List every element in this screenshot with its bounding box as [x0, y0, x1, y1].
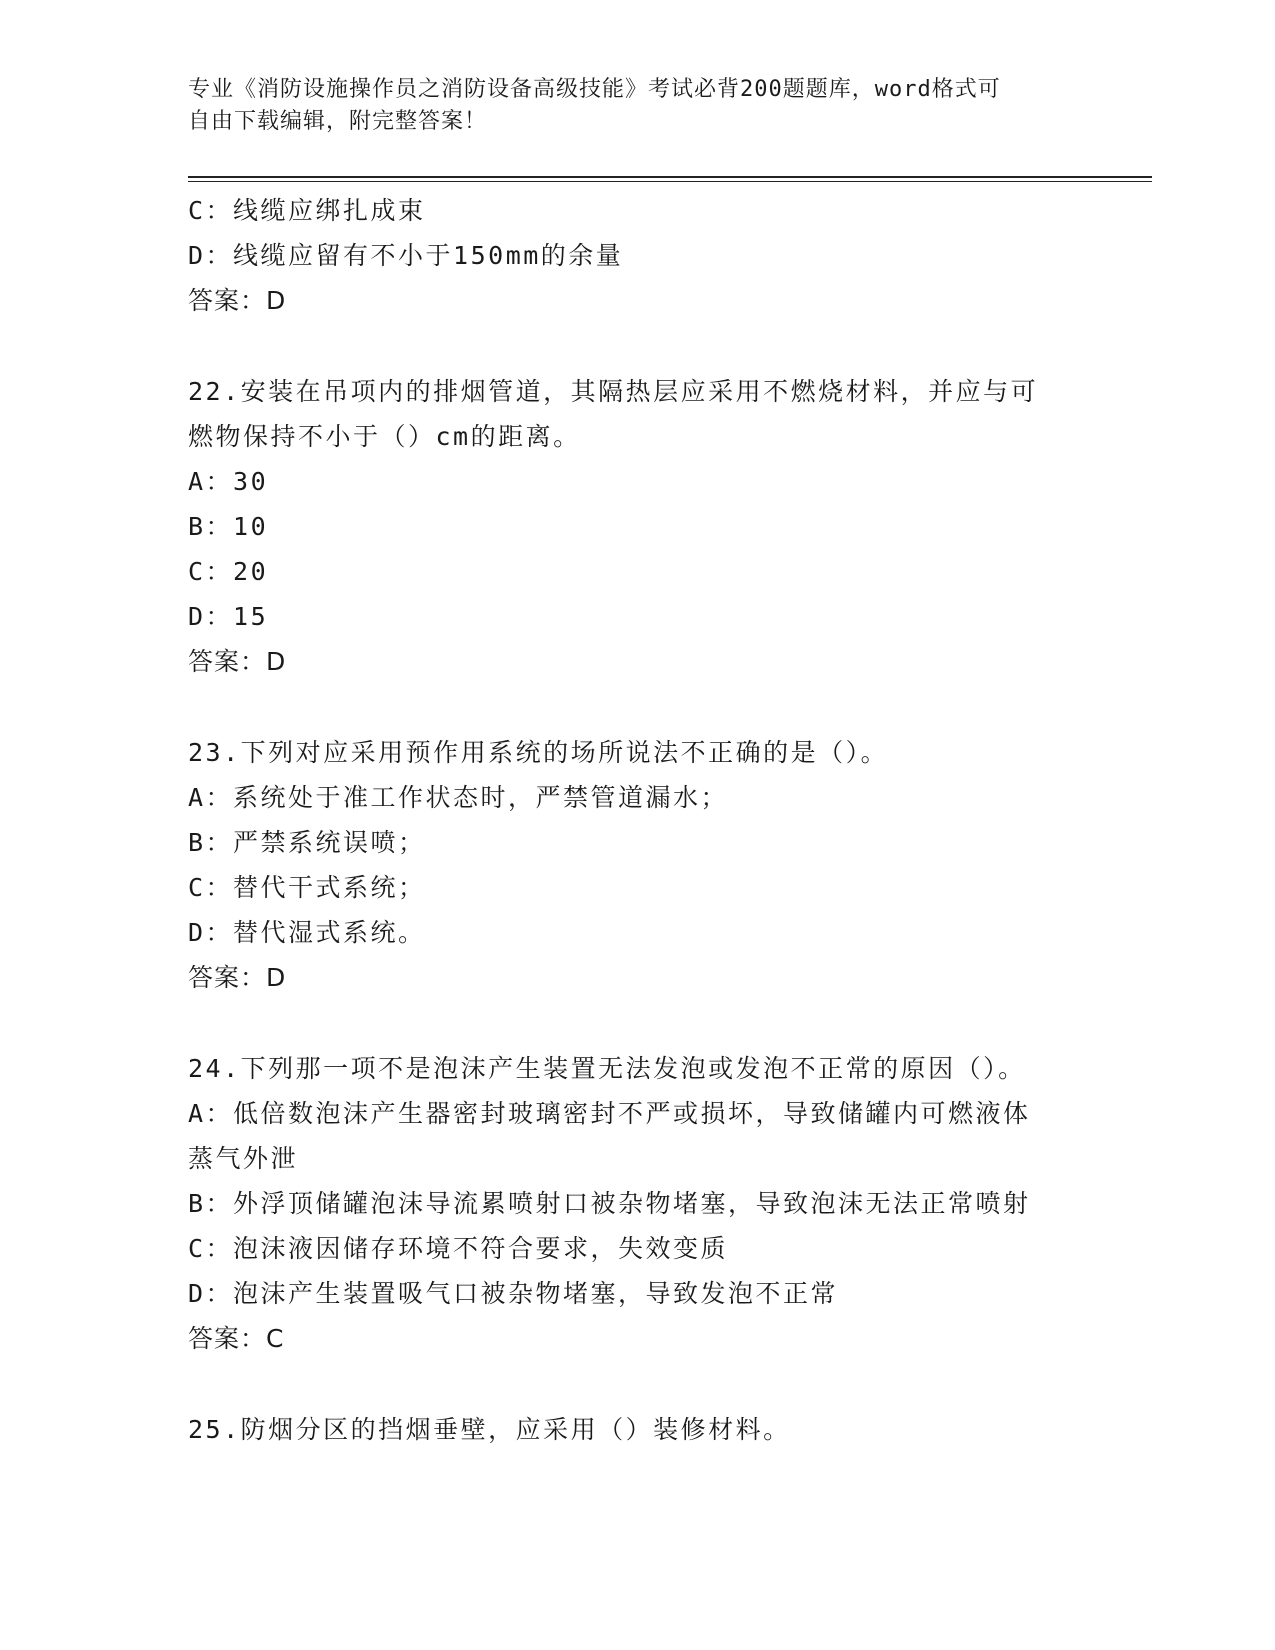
q22-option-d: D：15	[188, 602, 269, 631]
q23-answer: 答案：D	[188, 963, 287, 992]
q22-answer: 答案：D	[188, 647, 287, 676]
q24-option-a-line-2: 蒸气外泄	[188, 1144, 299, 1173]
q24-answer: 答案：C	[188, 1324, 285, 1353]
question-22	[188, 369, 1088, 684]
q22-stem-line-1: 22.安装在吊项内的排烟管道，其隔热层应采用不燃烧材料，并应与可	[188, 377, 1039, 406]
q24-option-b: B：外浮顶储罐泡沫导流累喷射口被杂物堵塞，导致泡沫无法正常喷射	[188, 1189, 1031, 1218]
q25-stem: 25.防烟分区的挡烟垂壁，应采用（）装修材料。	[188, 1415, 791, 1444]
q23-option-a: A：系统处于准工作状态时，严禁管道漏水；	[188, 783, 729, 812]
q23-option-c: C：替代干式系统；	[188, 873, 426, 902]
q21-option-c: C：线缆应绑扎成束	[188, 196, 426, 225]
header-line-1: 专业《消防设施操作员之消防设备高级技能》考试必背200题题库，word格式可	[188, 77, 1001, 102]
q21-answer: 答案：D	[188, 286, 287, 315]
q23-option-d: D：替代湿式系统。	[188, 918, 426, 947]
q24-option-a-line-1: A：低倍数泡沫产生器密封玻璃密封不严或损坏，导致储罐内可燃液体	[188, 1099, 1031, 1128]
question-25	[188, 1407, 1088, 1452]
q24-option-d: D：泡沫产生装置吸气口被杂物堵塞，导致发泡不正常	[188, 1279, 839, 1308]
q22-option-c: C：20	[188, 557, 269, 586]
q23-stem: 23.下列对应采用预作用系统的场所说法不正确的是（）。	[188, 738, 889, 767]
header-divider-thick	[188, 176, 1152, 178]
q21-option-d: D：线缆应留有不小于150mm的余量	[188, 241, 624, 270]
question-21-tail	[188, 188, 1088, 323]
spacer	[188, 1000, 1088, 1046]
spacer	[188, 684, 1088, 730]
spacer	[188, 323, 1088, 369]
q24-option-c: C：泡沫液因储存环境不符合要求，失效变质	[188, 1234, 729, 1263]
q22-stem-line-2: 燃物保持不小于（）cm的距离。	[188, 422, 581, 451]
q23-option-b: B：严禁系统误喷；	[188, 828, 426, 857]
header-line-2: 自由下载编辑，附完整答案！	[188, 109, 488, 134]
header-divider-thin	[188, 181, 1152, 182]
spacer	[188, 1361, 1088, 1407]
question-24	[188, 1046, 1088, 1361]
q22-option-a: A：30	[188, 467, 269, 496]
q24-stem: 24.下列那一项不是泡沫产生装置无法发泡或发泡不正常的原因（）。	[188, 1054, 1026, 1083]
question-list	[188, 188, 1088, 1452]
document-header	[188, 74, 1078, 138]
question-23	[188, 730, 1088, 1000]
q22-option-b: B：10	[188, 512, 269, 541]
